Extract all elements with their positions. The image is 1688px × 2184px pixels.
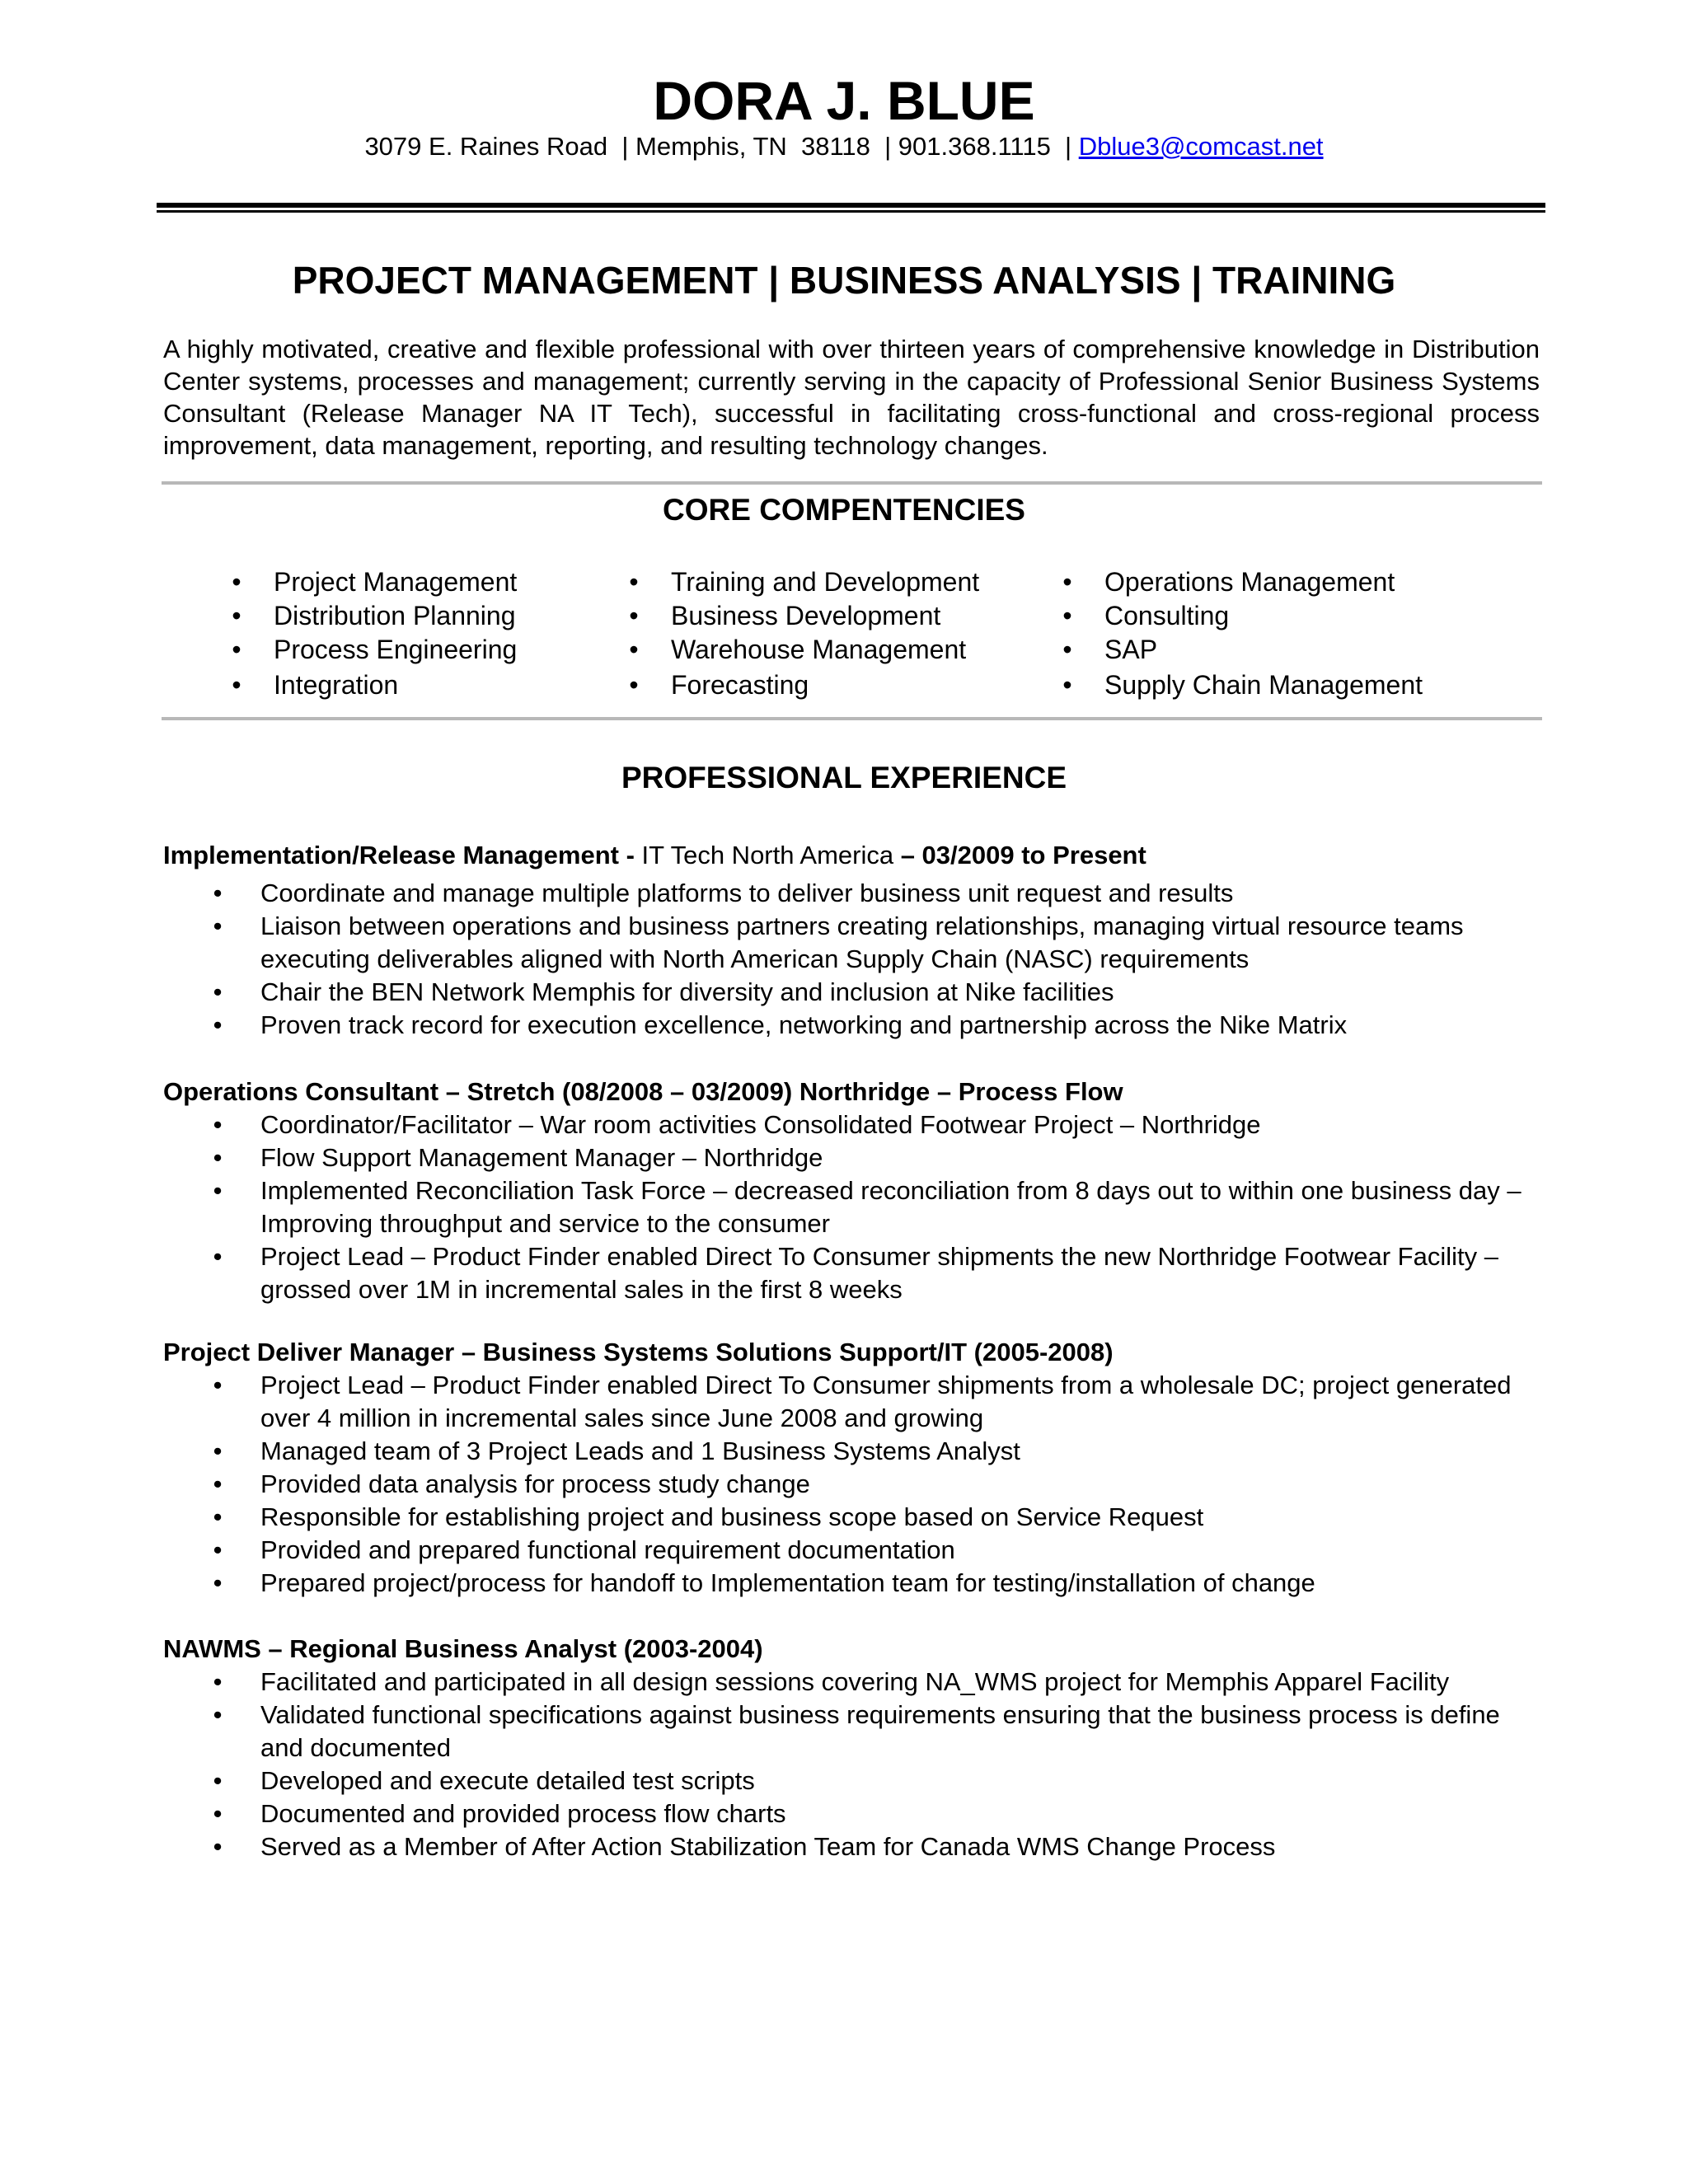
bullet-icon: •	[213, 912, 223, 940]
job-title: Implementation/Release Management - IT Tech North America – 03/2009 to Present	[163, 841, 1146, 869]
competency-item: • Consulting	[1104, 599, 1423, 633]
bullet-icon: •	[213, 1832, 223, 1861]
bullet-icon: •	[629, 635, 639, 664]
bullet-icon: •	[213, 1371, 223, 1399]
competency-item: • Supply Chain Management	[1104, 668, 1423, 702]
bullet-icon: •	[213, 1535, 223, 1564]
bullet-icon: •	[213, 1568, 223, 1597]
job-bullet: • Validated functional specifications against business requirements ensuring that the business process is define and documented	[163, 1699, 1548, 1765]
job-bullet: • Served as a Member of After Action Stabilization Team for Canada WMS Change Process	[163, 1830, 1548, 1863]
job-bullet: • Proven track record for execution excellence, networking and partnership across the Nike Matrix	[163, 1009, 1548, 1042]
job-entry	[163, 839, 1548, 1042]
bullet-icon: •	[213, 1469, 223, 1498]
bullet-icon: •	[629, 567, 639, 597]
job-bullet: • Implemented Reconciliation Task Force – decreased reconciliation from 8 days out to within one business day – Improving throughput and service to the consumer	[163, 1174, 1548, 1240]
job-bullet: • Project Lead – Product Finder enabled Direct To Consumer shipments from a wholesale DC; project generated over 4 million in incremental sales since June 2008 and growing	[163, 1369, 1548, 1435]
competencies-column-2	[629, 565, 980, 702]
contact-line	[0, 130, 1688, 163]
job-bullet: • Coordinator/Facilitator – War room activities Consolidated Footwear Project – Northridge	[163, 1108, 1548, 1141]
summary-paragraph: A highly motivated, creative and flexible professional with over thirteen years of comprehensive knowledge in Distribution Center systems, processes and management; currently serving in the capacity of Professional Senior Business Systems Consultant (Release Manager NA IT Tech), successful in facilitating cross-functional and cross-regional process improvement, data management, reporting, and resulting technology changes.	[163, 335, 1540, 460]
competency-item: • Project Management	[274, 565, 517, 599]
competency-item: • Warehouse Management	[671, 633, 979, 667]
job-bullet: • Provided data analysis for process study change	[163, 1468, 1548, 1501]
job-bullet: • Provided and prepared functional requirement documentation	[163, 1534, 1548, 1567]
job-title: NAWMS – Regional Business Analyst (2003-2004)	[163, 1634, 763, 1663]
bullet-icon: •	[213, 1176, 223, 1205]
job-bullet: • Developed and execute detailed test scripts	[163, 1765, 1548, 1797]
job-bullet: • Facilitated and participated in all design sessions covering NA_WMS project for Memphis Apparel Facility	[163, 1666, 1548, 1699]
job-bullet: • Prepared project/process for handoff to Implementation team for testing/installation of change	[163, 1567, 1548, 1600]
competency-item: • SAP	[1104, 633, 1423, 667]
bullet-icon: •	[629, 670, 639, 700]
bullet-icon: •	[213, 1110, 223, 1139]
competency-item: • Forecasting	[671, 668, 979, 702]
job-bullets	[163, 1369, 1548, 1600]
bullet-icon: •	[213, 1502, 223, 1531]
job-entry	[163, 1336, 1548, 1600]
bullet-icon: •	[213, 1766, 223, 1795]
job-bullet: • Coordinate and manage multiple platforms to deliver business unit request and results	[163, 877, 1548, 910]
job-bullet: • Project Lead – Product Finder enabled Direct To Consumer shipments the new Northridge Footwear Facility – grossed over 1M in incremental sales in the first 8 weeks	[163, 1240, 1548, 1306]
bullet-icon: •	[213, 1667, 223, 1696]
bullet-icon: •	[213, 1242, 223, 1271]
headline: PROJECT MANAGEMENT | BUSINESS ANALYSIS | TRAINING	[292, 259, 1396, 302]
job-entry	[163, 1633, 1548, 1863]
job-bullets	[163, 877, 1548, 1042]
job-bullet: • Flow Support Management Manager – Northridge	[163, 1141, 1548, 1174]
bullet-icon: •	[213, 1700, 223, 1729]
experience-title: PROFESSIONAL EXPERIENCE	[621, 761, 1067, 794]
job-bullet: • Liaison between operations and business partners creating relationships, managing virtual resource teams executing deliverables aligned with North American Supply Chain (NASC) requirements	[163, 910, 1548, 976]
candidate-name: DORA J. BLUE	[653, 70, 1035, 131]
bullet-icon: •	[232, 670, 241, 700]
job-bullet: • Responsible for establishing project and business scope based on Service Request	[163, 1501, 1548, 1534]
divider-competencies	[162, 717, 1542, 720]
email-link[interactable]: Dblue3@comcast.net	[1078, 132, 1324, 161]
bullet-icon: •	[213, 1010, 223, 1039]
competency-item: • Operations Management	[1104, 565, 1423, 599]
job-bullet: • Documented and provided process flow charts	[163, 1797, 1548, 1830]
job-bullet: • Managed team of 3 Project Leads and 1 Business Systems Analyst	[163, 1435, 1548, 1468]
job-title: Operations Consultant – Stretch (08/2008 – 03/2009) Northridge – Process Flow	[163, 1077, 1123, 1106]
competencies-column-3	[1062, 565, 1423, 702]
job-title: Project Deliver Manager – Business Systems Solutions Support/IT (2005-2008)	[163, 1338, 1114, 1366]
competency-item: • Training and Development	[671, 565, 979, 599]
bullet-icon: •	[1062, 635, 1072, 664]
competency-item: • Business Development	[671, 599, 979, 633]
bullet-icon: •	[232, 635, 241, 664]
divider-summary	[162, 481, 1542, 485]
contact-address-phone: 3079 E. Raines Road | Memphis, TN 38118 | 901.368.1115 |	[364, 132, 1079, 161]
bullet-icon: •	[1062, 601, 1072, 630]
competencies-title: CORE COMPENTENCIES	[663, 493, 1025, 527]
bullet-icon: •	[232, 567, 241, 597]
bullet-icon: •	[213, 977, 223, 1006]
competency-item: • Distribution Planning	[274, 599, 517, 633]
bullet-icon: •	[213, 879, 223, 907]
bullet-icon: •	[213, 1436, 223, 1465]
bullet-icon: •	[232, 601, 241, 630]
bullet-icon: •	[1062, 670, 1072, 700]
bullet-icon: •	[629, 601, 639, 630]
bullet-icon: •	[213, 1143, 223, 1172]
competency-item: • Integration	[274, 668, 517, 702]
competency-item: • Process Engineering	[274, 633, 517, 667]
bullet-icon: •	[213, 1799, 223, 1828]
job-bullet: • Chair the BEN Network Memphis for diversity and inclusion at Nike facilities	[163, 976, 1548, 1009]
header-divider	[157, 203, 1545, 213]
bullet-icon: •	[1062, 567, 1072, 597]
competencies-column-1	[232, 565, 518, 702]
job-bullets	[163, 1108, 1548, 1306]
job-entry	[163, 1076, 1548, 1306]
job-bullets	[163, 1666, 1548, 1863]
